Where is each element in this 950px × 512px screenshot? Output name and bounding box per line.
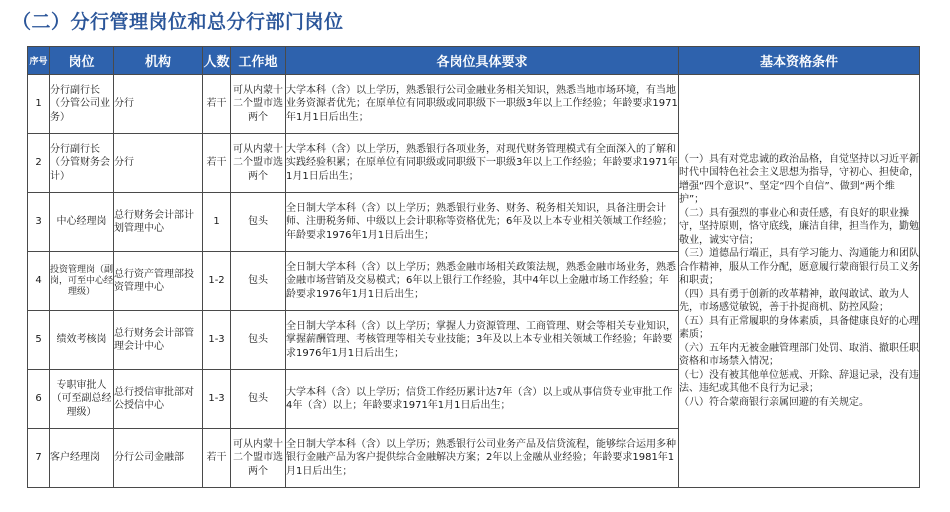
row-location: 可从内蒙十二个盟市选两个 <box>231 429 286 488</box>
row-org: 分行 <box>114 134 203 193</box>
row-requirements: 大学本科（含）以上学历，熟悉银行各项业务，对现代财务管理模式有全面深入的了解和实践经验积累；在原单位有同职级或同职级下一职级3年以上工作经验；年龄要求1971年1月1日后出生； <box>286 134 679 193</box>
row-seq: 7 <box>28 429 50 488</box>
row-seq: 5 <box>28 311 50 370</box>
qualification-item: （八）符合蒙商银行亲属回避的有关规定。 <box>679 396 869 408</box>
qualification-item: （二）具有强烈的事业心和责任感，有良好的职业操守，坚持原则，恪守底线，廉洁自律，担当作为，勤勉敬业，诚实守信； <box>679 207 919 246</box>
page-title: （二）分行管理岗位和总分行部门岗位 <box>12 11 344 33</box>
row-count: 若干 <box>203 75 231 134</box>
row-count: 1 <box>203 193 231 252</box>
qualification-item: （五）具有正常履职的身体素质，具备健康良好的心理素质； <box>679 315 919 341</box>
row-position: 分行副行长（分管财务会计） <box>50 134 114 193</box>
row-requirements: 全日制大学本科（含）以上学历；熟悉银行业务、财务、税务相关知识，具备注册会计师、注册税务师、中级以上会计职称等资格优先；6年及以上本专业相关领域工作经验；年龄要求1976年1月1日后出生； <box>286 193 679 252</box>
row-seq: 2 <box>28 134 50 193</box>
row-seq: 1 <box>28 75 50 134</box>
row-org: 分行公司金融部 <box>114 429 203 488</box>
row-org: 总行财务会计部管理会计中心 <box>114 311 203 370</box>
row-count: 1-2 <box>203 252 231 311</box>
row-position: 投资管理岗（副岗，可至中心经理级） <box>50 252 114 311</box>
qualification-item: （七）没有被其他单位惩戒、开除、辞退记录，没有违法、违纪或其他不良行为记录； <box>679 369 919 395</box>
row-requirements: 全日制大学本科（含）以上学历；掌握人力资源管理、工商管理、财会等相关专业知识，掌握薪酬管理、考核管理等相关专业技能；3年及以上本专业相关领域工作经验；年龄要求1976年1月1日后出生； <box>286 311 679 370</box>
header-position: 岗位 <box>50 47 114 75</box>
table-header-row <box>28 47 920 75</box>
row-position: 专职审批人（可至副总经理级） <box>50 370 114 429</box>
row-org: 总行资产管理部投资管理中心 <box>114 252 203 311</box>
header-org: 机构 <box>114 47 203 75</box>
row-count: 若干 <box>203 429 231 488</box>
header-location: 工作地 <box>231 47 286 75</box>
row-count: 1-3 <box>203 370 231 429</box>
qualifications-cell <box>679 75 920 488</box>
row-seq: 6 <box>28 370 50 429</box>
row-location: 包头 <box>231 252 286 311</box>
row-org: 总行财务会计部计划管理中心 <box>114 193 203 252</box>
qualification-item: （四）具有勇于创新的改革精神，敢闯敢试、敢为人先，市场感觉敏锐，善于扑捉商机、防控风险； <box>679 288 909 314</box>
positions-table <box>27 46 920 488</box>
row-location: 包头 <box>231 370 286 429</box>
header-seq: 序号 <box>28 47 50 75</box>
header-qualifications: 基本资格条件 <box>679 47 920 75</box>
row-requirements: 大学本科（含）以上学历；信贷工作经历累计达7年（含）以上或从事信贷专业审批工作4年（含）以上；年龄要求1971年1月1日后出生； <box>286 370 679 429</box>
row-requirements: 全日制大学本科（含）以上学历；熟悉金融市场相关政策法规，熟悉金融市场业务，熟悉金融市场营销及交易模式；6年以上银行工作经验，其中4年以上金融市场工作经验；年龄要求1976年1月1日后出生； <box>286 252 679 311</box>
table-row <box>28 75 920 134</box>
row-org: 分行 <box>114 75 203 134</box>
row-location: 包头 <box>231 311 286 370</box>
row-position: 客户经理岗 <box>50 429 114 488</box>
header-count: 人数 <box>203 47 231 75</box>
row-org: 总行授信审批部对公授信中心 <box>114 370 203 429</box>
row-location: 包头 <box>231 193 286 252</box>
row-count: 若干 <box>203 134 231 193</box>
row-location: 可从内蒙十二个盟市选两个 <box>231 134 286 193</box>
row-position: 中心经理岗 <box>50 193 114 252</box>
row-position: 绩效考核岗 <box>50 311 114 370</box>
row-position: 分行副行长（分管公司业务） <box>50 75 114 134</box>
row-count: 1-3 <box>203 311 231 370</box>
qualification-item: （一）具有对党忠诚的政治品格，自觉坚持以习近平新时代中国特色社会主义思想为指导，守初心、担使命，增强“四个意识”、坚定“四个自信”、做到“两个维护”； <box>679 153 919 206</box>
row-seq: 3 <box>28 193 50 252</box>
row-requirements: 大学本科（含）以上学历，熟悉银行公司金融业务相关知识，熟悉当地市场环境，有当地业务资源者优先；在原单位有同职级或同职级下一职级3年以上工作经验；年龄要求1971年1月1日后出生； <box>286 75 679 134</box>
qualification-item: （三）道德品行端正，具有学习能力、沟通能力和团队合作精神，服从工作分配，愿意履行蒙商银行员工义务和职责； <box>679 248 919 287</box>
row-requirements: 全日制大学本科（含）以上学历；熟悉银行公司业务产品及信贷流程，能够综合运用多种银行金融产品为客户提供综合金融解决方案；2年以上金融从业经验；年龄要求1981年1月1日后出生； <box>286 429 679 488</box>
header-requirements: 各岗位具体要求 <box>286 47 679 75</box>
qualification-item: （六）五年内无被金融管理部门处罚、取消、撤职任职资格和市场禁入情况； <box>679 342 919 368</box>
row-location: 可从内蒙十二个盟市选两个 <box>231 75 286 134</box>
row-seq: 4 <box>28 252 50 311</box>
